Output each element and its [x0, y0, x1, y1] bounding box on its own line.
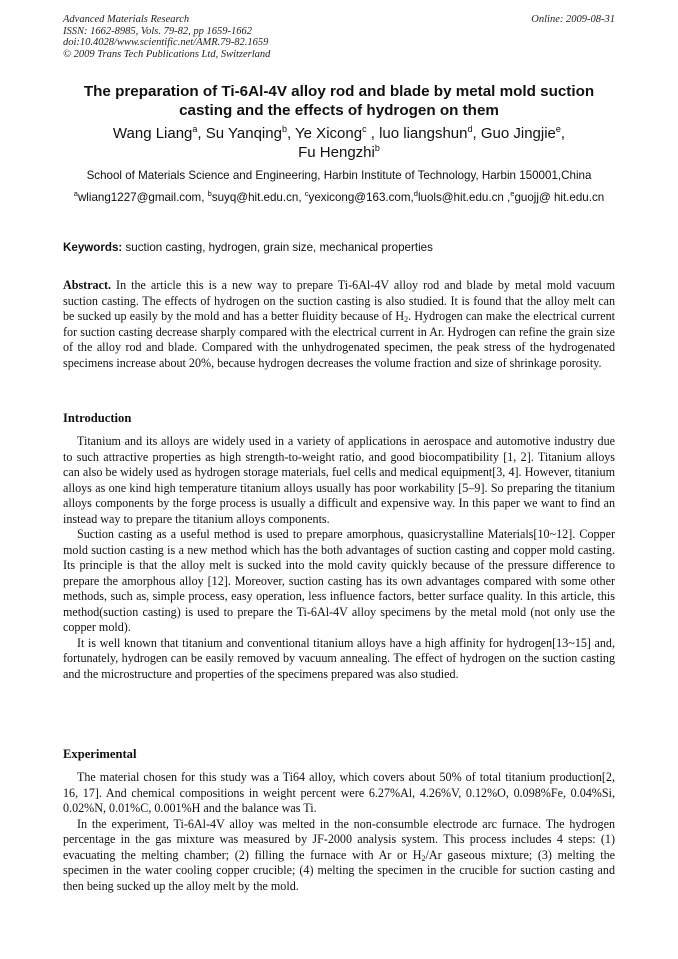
paragraph: Titanium and its alloys are widely used in a variety of applications in aerospace and automotive industry due to such attractive properties as high strength-to-weight ratio, and good biocompatibility [1, 2]. Titanium alloys can also be widely used as hydrogen storage materials, fuel cells and medical equipment[3, 4]. However, titanium alloys as one kind high temperature titanium alloys usually has poor workability [5–9]. So preparing the titanium alloys components by the forge process is usually a difficult and expensive way. In this paper we want to find an instead way to prepare the titanium alloys components.: [63, 434, 615, 526]
journal-header: [63, 14, 615, 60]
doi-line: doi:10.4028/www.scientific.net/AMR.79-82.1659: [63, 37, 269, 48]
author-separator: ,: [286, 125, 296, 142]
email-mark: c: [304, 189, 309, 198]
author-name: Ye Xicong: [295, 125, 363, 142]
experimental-heading: Experimental: [63, 747, 137, 761]
email-mark: e: [510, 189, 515, 198]
introduction-body: [63, 434, 615, 682]
paragraph: The material chosen for this study was a Ti64 alloy, which covers about 50% of total titanium production[2, 16, 17]. And chemical compositions in weight percent were 6.27%Al, 4.26%V, 0.12%O, 0.098%Fe, 0.04%Si, 0.02%N, 0.01%C, 0.001%H and the balance was Ti.: [63, 770, 615, 815]
paper-title: The preparation of Ti-6Al-4V alloy rod and blade by metal mold suction casting and the effects of hydrogen on them: [83, 83, 595, 119]
email-mark: d: [413, 189, 418, 198]
subscript: 2: [404, 315, 409, 324]
email-address: suyq@hit.edu.cn,: [211, 191, 305, 204]
author-affil-mark: e: [555, 124, 561, 134]
email-address: guojj@ hit.edu.cn: [514, 191, 605, 204]
issn-line: ISSN: 1662-8985, Vols. 79-82, pp 1659-1662: [63, 25, 252, 37]
keywords-label: Keywords:: [63, 241, 123, 254]
author-name: luo liangshun: [379, 125, 468, 142]
author-affil-mark: a: [192, 124, 198, 134]
abstract-text: In the article this is a new way to prepare Ti-6Al-4V alloy rod and blade by metal mold vacuum suction casting. The effects of hydrogen on the suction casting is also studied. It is found that the alloy melt can be sucked up easily by the mold and has a better fluidity because of H: [63, 278, 615, 323]
affiliation: School of Materials Science and Engineering, Harbin Institute of Technology, Harbin 150001,China: [86, 169, 592, 182]
online-date: Online: 2009-08-31: [531, 14, 615, 25]
paragraph-text: In the experiment, Ti-6Al-4V alloy was melted in the non-consumble electrode arc furnace. The hydrogen percentage in the gas mixture was measured by JF-2000 analysis system. This process includes 4 steps: (1) evacuating the melting chamber; (2) filling the furnace with Ar or H: [63, 816, 615, 862]
author-affil-mark: d: [467, 124, 473, 134]
email-address: wliang1227@gmail.com,: [77, 191, 208, 204]
author-affil-mark: c: [362, 124, 367, 134]
email-mark: a: [73, 189, 78, 198]
abstract-text: . Hydrogen can make the electrical current for suction casting decrease sharply compared with the electrical current in Ar. Hydrogen can refine the grain size of the alloy rod and blade. Compared with the unhydrogenated specimen, the peak stress of the hydrogenated specimens increase about 20%, because hydrogen decreases the volume fraction and size of shrinkage porosity.: [63, 309, 615, 370]
author-separator: ,: [560, 125, 566, 142]
paragraph: It is well known that titanium and conventional titanium alloys have a high affinity for hydrogen[13~15] and, fortunately, hydrogen can be easily removed by vacuum annealing. The effect of hydrogen on the suction casting and the microstructure and properties of the specimens prepared was also studied.: [63, 635, 615, 681]
author-name: Fu Hengzhi: [298, 144, 375, 161]
experimental-body: [63, 770, 615, 894]
email-address: luols@hit.edu.cn ,: [417, 191, 511, 204]
paragraph: [63, 817, 615, 895]
abstract: [63, 278, 615, 371]
author-separator: ,: [197, 125, 206, 142]
paragraph-text: /Ar gaseous mixture; (3) melting the specimen in the water cooling copper crucible; (4) melting the specimen in the crucible for suction casting and then being sucked up the alloy melt by the mold.: [63, 847, 615, 893]
author-name: Guo Jingjie: [480, 125, 556, 142]
author-list: [63, 124, 615, 162]
author-separator: ,: [472, 125, 481, 142]
abstract-label: Abstract.: [63, 278, 112, 292]
author-affil-mark: b: [281, 124, 287, 134]
email-address: yexicong@163.com,: [308, 191, 414, 204]
author-name: Wang Liang: [112, 125, 193, 142]
author-affil-mark: b: [374, 143, 380, 153]
author-name: Su Yanqing: [205, 125, 282, 142]
keywords-text: suction casting, hydrogen, grain size, mechanical properties: [122, 241, 433, 254]
email-mark: b: [207, 189, 212, 198]
subscript: 2: [421, 853, 426, 863]
keywords: [63, 240, 615, 255]
copyright-line: © 2009 Trans Tech Publications Ltd, Switzerland: [63, 48, 271, 60]
email-list: [63, 190, 615, 205]
author-separator: ,: [366, 125, 380, 142]
journal-name: Advanced Materials Research: [63, 14, 190, 25]
introduction-heading: Introduction: [63, 411, 132, 425]
paragraph: Suction casting as a useful method is used to prepare amorphous, quasicrystalline Materials[10~12]. Copper mold suction casting is a new method which has the both advantages of suction casting and copper mold casting. Its principle is that the alloy melt is sucked into the mold cavity quickly because of the pressure difference to prepare the amorphous alloy [12]. Moreover, suction casting has its own advantages compared with some other methods, such as, simple process, easy operation, less influence factors, better surface quality. In this article, this method(suction casting) is used to prepare the Ti-6Al-4V alloy specimens by the metal mold (not only use the copper mold).: [63, 527, 615, 634]
